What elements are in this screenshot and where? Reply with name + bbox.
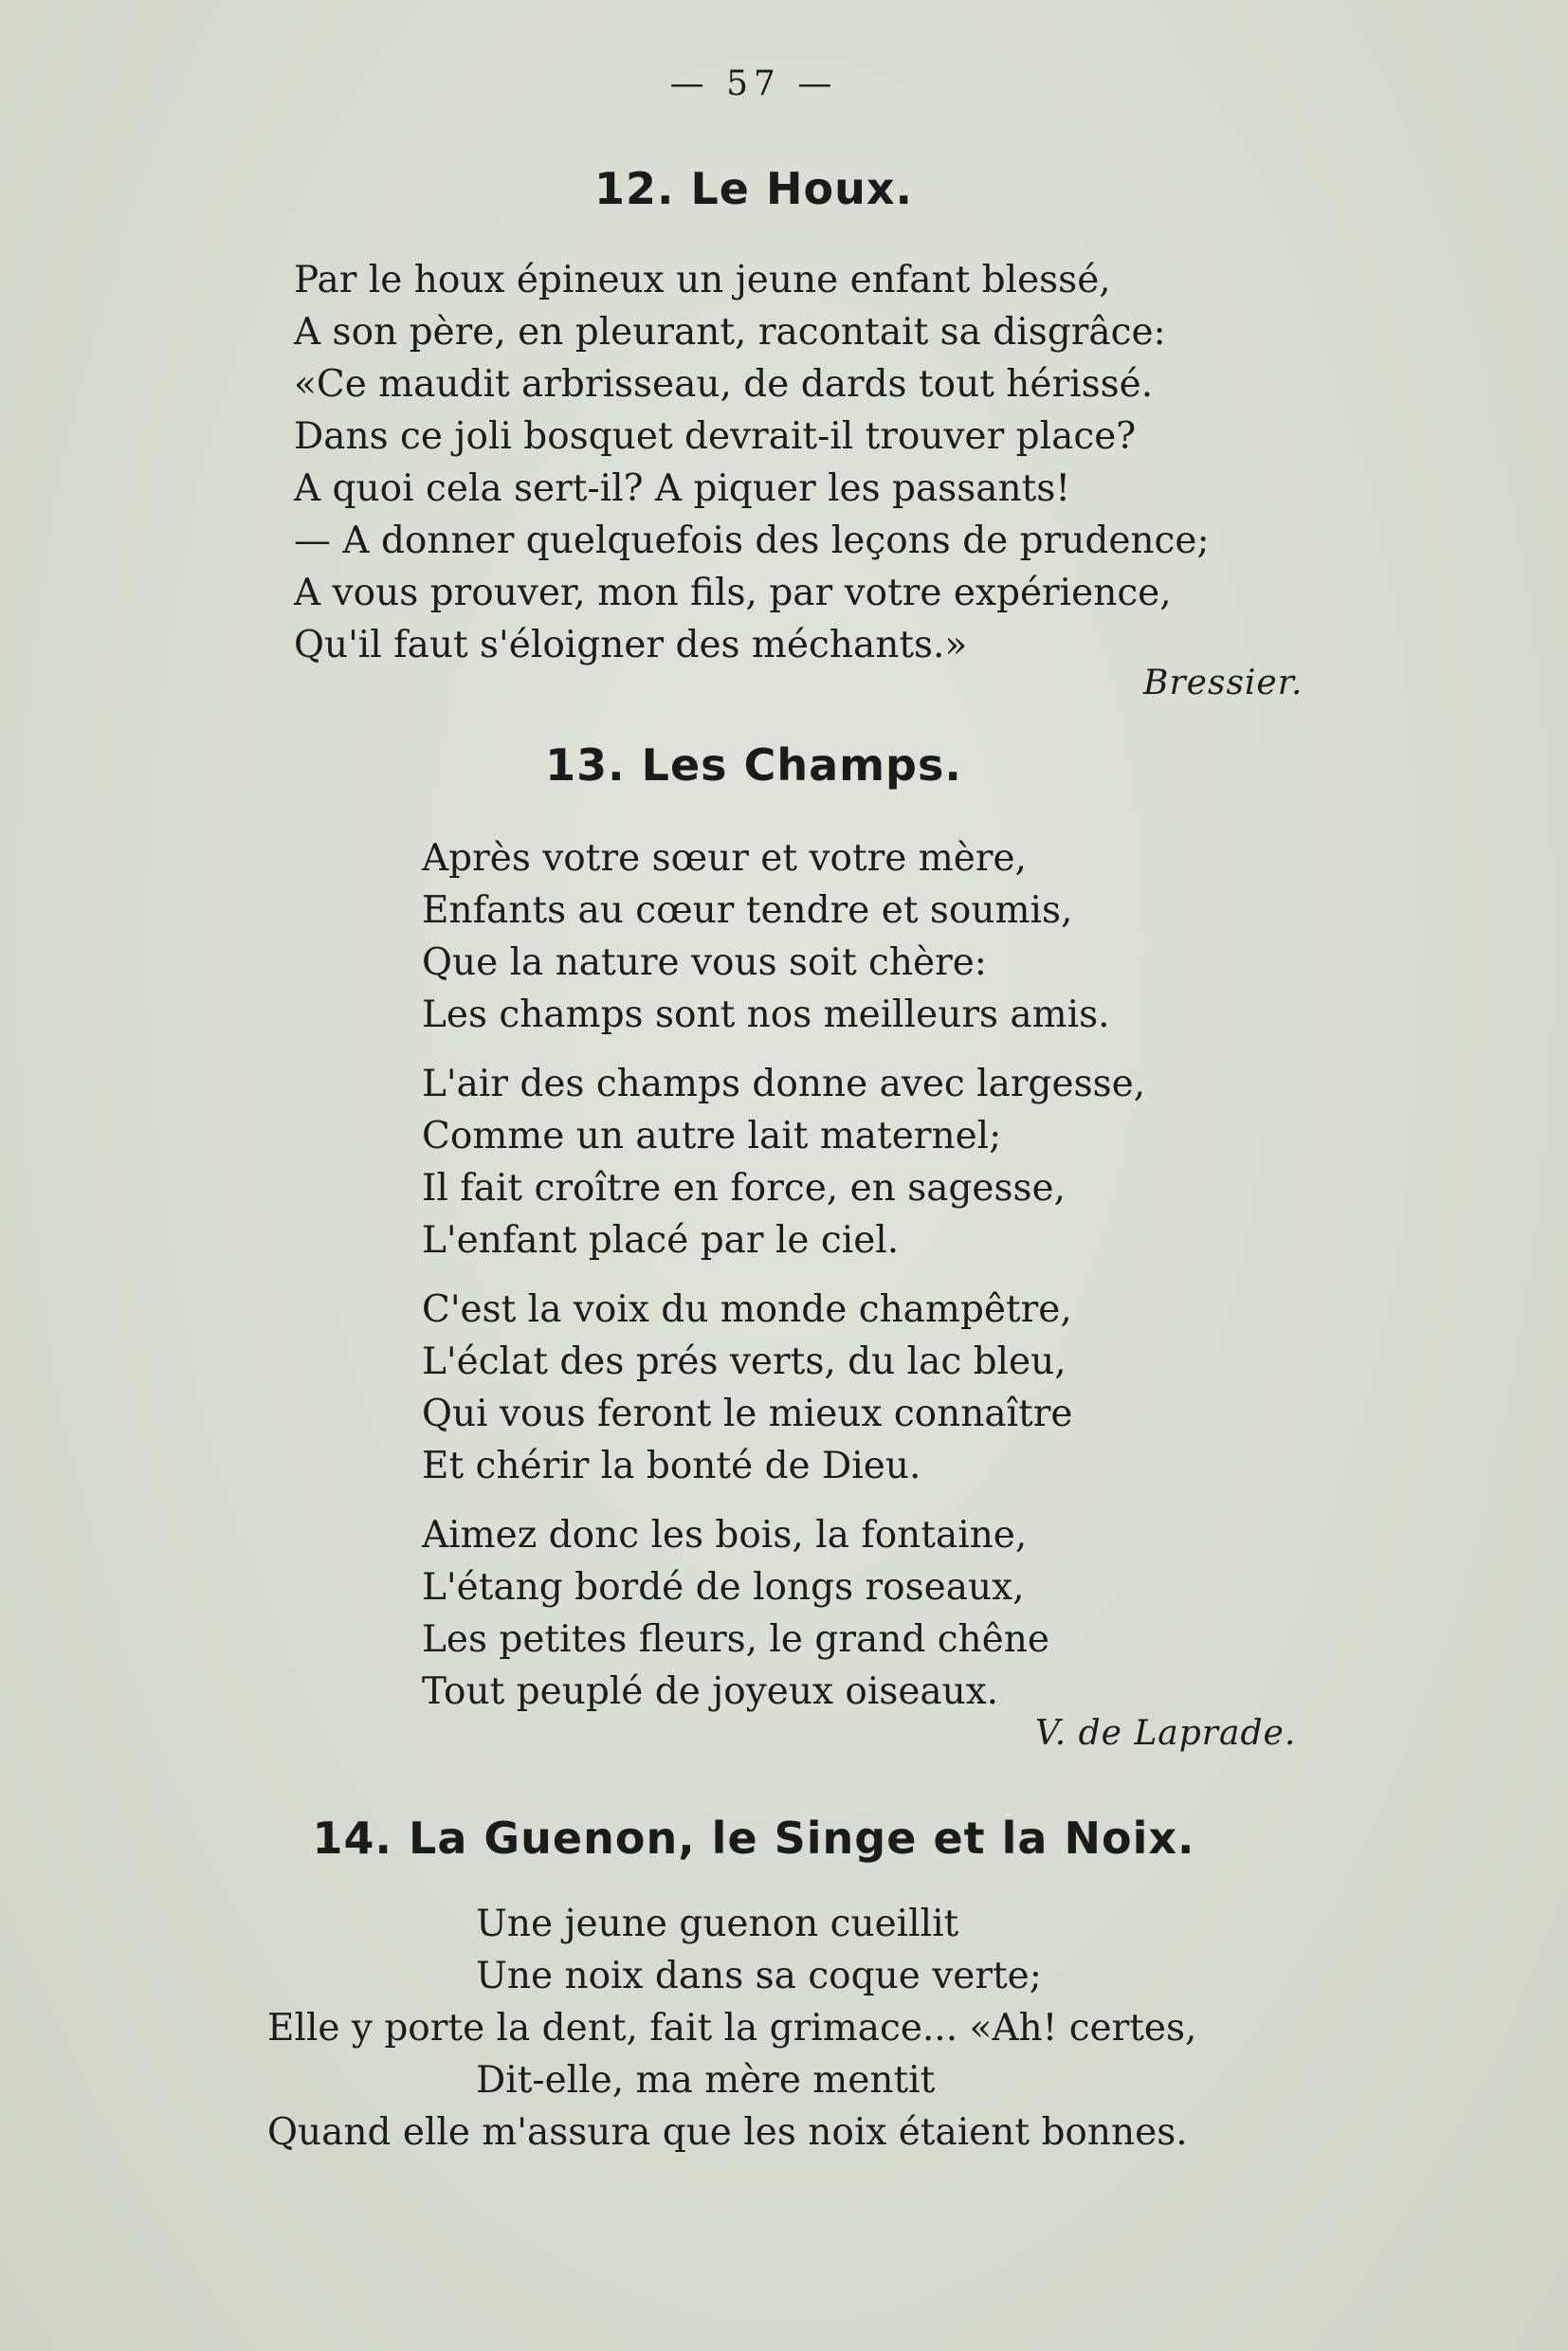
verse-line: Qui vous feront le mieux connaître [422, 1393, 1073, 1435]
verse-line: Que la nature vous soit chère: [422, 941, 987, 984]
poem-body-la-guenon [267, 1898, 1196, 2159]
verse-line: A son père, en pleurant, racontait sa disgrâce: [294, 311, 1166, 354]
verse-line: Qu'il faut s'éloigner des méchants.» [294, 624, 968, 666]
verse-line: Les champs sont nos meilleurs amis. [422, 993, 1110, 1036]
verse-line: A quoi cela sert-il? A piquer les passants! [294, 467, 1071, 510]
verse-line: Une noix dans sa coque verte; [476, 1955, 1042, 1997]
stanza [422, 832, 1145, 1041]
poem-title-les-champs: 13. Les Champs. [545, 739, 962, 791]
verse-line: A vous prouver, mon fils, par votre expérience, [294, 572, 1172, 614]
stanza [422, 1058, 1145, 1267]
author-bressier: Bressier. [1143, 664, 1304, 702]
verse-line: «Ce maudit arbrisseau, de dards tout hérissé. [294, 363, 1154, 406]
verse-line: Dans ce joli bosquet devrait-il trouver place? [294, 415, 1137, 458]
verse-line: Tout peuplé de joyeux oiseaux. [422, 1670, 999, 1713]
verse-line: L'éclat des prés verts, du lac bleu, [422, 1340, 1067, 1383]
verse-line: Et chérir la bonté de Dieu. [422, 1445, 921, 1487]
page-number: — 57 — [669, 64, 838, 103]
verse-line: Il fait croître en force, en sagesse, [422, 1167, 1067, 1210]
verse-line: Dit-elle, ma mère mentit [476, 2059, 936, 2102]
verse-line: Enfants au cœur tendre et soumis, [422, 889, 1073, 932]
verse-line: Les petites fleurs, le grand chêne [422, 1618, 1049, 1661]
stanza [422, 1509, 1145, 1718]
verse-line: Après votre sœur et votre mère, [422, 837, 1027, 880]
poem-title-le-houx: 12. Le Houx. [593, 163, 914, 214]
verse-line: Comme un autre lait maternel; [422, 1115, 1002, 1157]
verse-line: Elle y porte la dent, fait la grimace... «Ah! certes, [267, 2007, 1197, 2050]
verse-line: L'étang bordé de longs roseaux, [422, 1566, 1025, 1609]
verse-line: Aimez donc les bois, la fontaine, [422, 1514, 1028, 1557]
verse-line: C'est la voix du monde champêtre, [422, 1288, 1072, 1331]
poem-body-les-champs [422, 832, 1145, 1735]
verse-line: Par le houx épineux un jeune enfant blessé, [294, 259, 1111, 301]
verse-line: L'air des champs donne avec largesse, [422, 1063, 1146, 1105]
poem-body-le-houx [294, 254, 1210, 671]
author-laprade: V. de Laprade. [1035, 1714, 1297, 1753]
verse-line: Une jeune guenon cueillit [476, 1903, 959, 1945]
poem-title-la-guenon: 14. La Guenon, le Singe et la Noix. [312, 1813, 1195, 1864]
verse-line: Quand elle m'assura que les noix étaient bonnes. [267, 2111, 1188, 2154]
verse-line: — A donner quelquefois des leçons de prudence; [294, 519, 1210, 562]
verse-line: L'enfant placé par le ciel. [422, 1219, 900, 1262]
stanza [422, 1284, 1145, 1492]
